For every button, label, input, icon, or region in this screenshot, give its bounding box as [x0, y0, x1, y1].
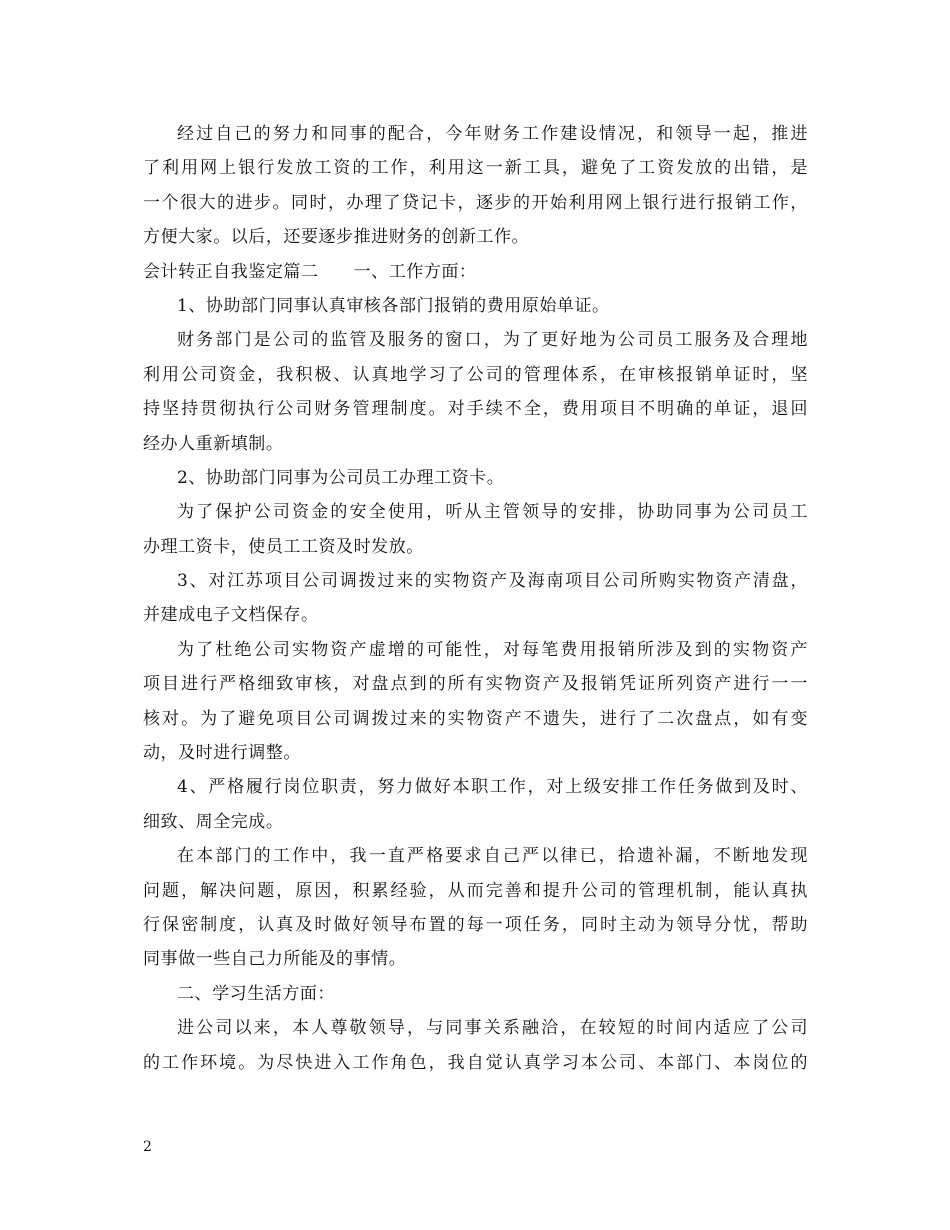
page-number: 2	[143, 1139, 152, 1155]
text-line: 项目进行严格细致审核，对盘点到的所有实物资产及报销凭证所列资产进行一一	[143, 674, 808, 695]
text-line: 在本部门的工作中，我一直严格要求自己严以律已，拾遗补漏，不断地发现	[177, 846, 808, 867]
text-line: 动，及时进行调整。	[143, 743, 301, 764]
text-line: 办理工资卡，使员工工资及时发放。	[143, 536, 424, 557]
text-line: 二、学习生活方面：	[177, 983, 335, 1004]
text-line: 经办人重新填制。	[143, 433, 284, 454]
text-line: 经过自己的努力和同事的配合，今年财务工作建设情况，和领导一起，推进	[177, 124, 808, 144]
document-body	[143, 117, 808, 1080]
text-line: 行保密制度，认真及时做好领导布置的每一项任务，同时主动为领导分忧，帮助	[143, 914, 808, 935]
text-line: 的工作环境。为尽快进入工作角色，我自觉认真学习本公司、本部门、本岗位的	[143, 1052, 808, 1073]
text-line: 财务部门是公司的监管及服务的窗口，为了更好地为公司员工服务及合理地	[177, 330, 808, 351]
text-line: 为了杜绝公司实物资产虚增的可能性，对每笔费用报销所涉及到的实物资产	[177, 639, 808, 660]
text-line: 持坚持贯彻执行公司财务管理制度。对手续不全，费用项目不明确的单证，退回	[143, 399, 808, 420]
text-line: 方便大家。以后，还要逐步推进财务的创新工作。	[143, 227, 530, 248]
text-line: 并建成电子文档保存。	[143, 605, 319, 626]
text-line: 问题，解决问题，原因，积累经验，从而完善和提升公司的管理机制，能认真执	[143, 880, 808, 901]
text-line: 利用公司资金，我积极、认真地学习了公司的管理体系，在审核报销单证时，坚	[143, 364, 808, 385]
text-line: 一个很大的进步。同时，办理了贷记卡，逐步的开始利用网上银行进行报销工作，	[143, 192, 808, 213]
text-line: 了利用网上银行发放工资的工作，利用这一新工具，避免了工资发放的出错，是	[143, 158, 808, 179]
text-line: 进公司以来，本人尊敬领导，与同事关系融洽，在较短的时间内适应了公司	[177, 1018, 808, 1039]
text-line: 1、协助部门同事认真审核各部门报销的费用原始单证。	[177, 295, 610, 316]
text-line: 会计转正自我鉴定篇二 一、工作方面：	[143, 261, 477, 282]
text-line: 2、协助部门同事为公司员工办理工资卡。	[177, 467, 505, 488]
text-line: 4、严格履行岗位职责，努力做好本职工作，对上级安排工作任务做到及时、	[177, 777, 808, 798]
text-line: 细致、周全完成。	[143, 811, 284, 832]
text-line: 核对。为了避免项目公司调拨过来的实物资产不遗失，进行了二次盘点，如有变	[143, 708, 808, 729]
text-line: 为了保护公司资金的安全使用，听从主管领导的安排，协助同事为公司员工	[177, 502, 808, 523]
text-line: 同事做一些自己力所能及的事情。	[143, 949, 407, 970]
text-line: 3、对江苏项目公司调拨过来的实物资产及海南项目公司所购实物资产清盘，	[177, 571, 808, 592]
